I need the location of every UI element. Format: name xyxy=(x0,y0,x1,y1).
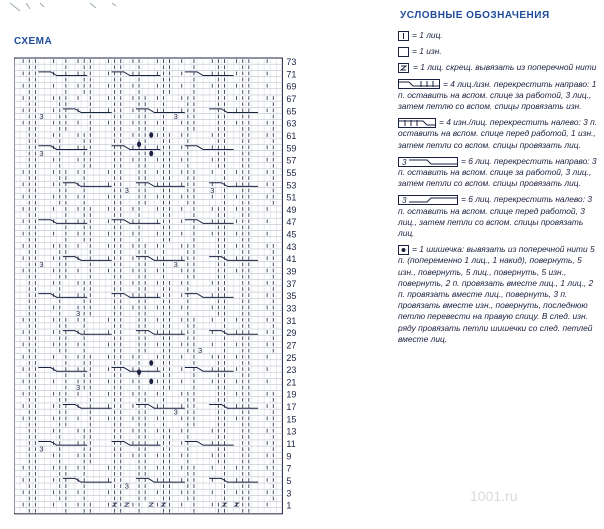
knit-stitch-icon xyxy=(398,31,409,41)
purl-stitch-icon xyxy=(398,47,409,57)
row-number: 51 xyxy=(286,192,297,203)
top-edge-remnant xyxy=(0,0,140,10)
bobble-mark xyxy=(149,151,153,157)
bobble-mark xyxy=(149,360,153,366)
row-number: 29 xyxy=(286,328,297,339)
row-number: 41 xyxy=(286,254,297,265)
cross-left-6-icon xyxy=(398,195,458,205)
bobble-mark xyxy=(137,369,141,375)
cable-number-label: 3 xyxy=(210,185,215,195)
cable-number-label: 3 xyxy=(76,383,81,393)
row-number: 39 xyxy=(286,266,297,277)
row-number: 69 xyxy=(286,81,297,92)
row-number: 37 xyxy=(286,278,297,289)
legend-text: = 6 лиц. перекрестить направо: 3 п. оставить на вспом. спице за работой, 3 лиц., затем петли со вспом. спицы провязать лиц. xyxy=(398,155,597,189)
legend-item-purl xyxy=(398,46,598,57)
row-number: 27 xyxy=(286,340,297,351)
legend-title: УСЛОВНЫЕ ОБОЗНАЧЕНИЯ xyxy=(400,10,550,21)
row-number: 21 xyxy=(286,377,297,388)
cable-number-label: 3 xyxy=(173,259,178,269)
legend-item-cross-left-6 xyxy=(398,194,598,239)
row-number: 33 xyxy=(286,303,297,314)
row-number: 31 xyxy=(286,315,297,326)
row-number: 35 xyxy=(286,291,297,302)
row-number: 67 xyxy=(286,94,297,105)
cross-right-6-icon xyxy=(398,157,458,167)
cable-number-label: 3 xyxy=(124,185,129,195)
legend-text: = 1 лиц. xyxy=(412,30,443,40)
row-number: 49 xyxy=(286,204,297,215)
legend-text: = 1 шишечка: вывязать из поперечной нити 5 п. (попеременно 1 лиц., 1 накид), повернуть, 5 изн., повернуть, 5 лиц., повернуть, 5 изн., повернуть, 2 п. провязать вместе лиц., 1 лиц., 2 п. провязать вместе лиц., повернуть, 3 п. провязать вместе изн., повернуть, последнюю петлю перевести на правую спицу. В след. изн. ряду провязать петли шишечки со след. петлей вместе лиц. xyxy=(398,244,595,344)
row-number: 53 xyxy=(286,180,297,191)
legend-text: = 4 лиц./изн. перекрестить направо: 1 п. оставить на вспом. спице за работой, 3 лиц., затем петлю со вспом. спицы провязать изн. xyxy=(398,78,597,112)
legend-item-knit xyxy=(398,30,598,41)
row-number: 47 xyxy=(286,217,297,228)
cable-number-label: 3 xyxy=(173,112,178,121)
row-number: 25 xyxy=(286,352,297,363)
watermark: 1001.ru xyxy=(470,488,518,504)
cable-number-label: 3 xyxy=(39,148,44,158)
cable-count-label: 3 xyxy=(402,196,407,205)
bobble-mark xyxy=(149,132,153,138)
row-number: 15 xyxy=(286,414,297,425)
row-number: 23 xyxy=(286,365,297,376)
cable-number-label: 3 xyxy=(76,309,81,319)
legend-list xyxy=(398,30,598,350)
knitting-chart xyxy=(14,54,314,516)
cable-count-label: 3 xyxy=(402,157,407,166)
row-number: 73 xyxy=(286,57,297,68)
row-number: 9 xyxy=(286,451,292,462)
legend-item-twisted xyxy=(398,62,598,73)
legend-item-cross-right-6 xyxy=(398,156,598,190)
bobble-mark xyxy=(149,379,153,385)
cable-number-label: 3 xyxy=(39,112,44,121)
row-number: 59 xyxy=(286,143,297,154)
row-number: 7 xyxy=(286,463,292,474)
row-number: 5 xyxy=(286,475,292,486)
twisted-mark xyxy=(125,503,129,506)
row-number: 71 xyxy=(286,69,297,80)
cross-left-4-icon xyxy=(398,118,436,128)
scheme-title: СХЕМА xyxy=(14,36,53,47)
row-number: 1 xyxy=(286,500,292,511)
row-number: 61 xyxy=(286,131,297,142)
row-number: 57 xyxy=(286,155,297,166)
legend-text: = 1 лиц. скрещ. вывязать из поперечной нити xyxy=(413,62,597,73)
twisted-mark xyxy=(149,503,153,506)
twisted-stitch-icon xyxy=(398,63,409,73)
row-number: 17 xyxy=(286,402,297,413)
row-number: 19 xyxy=(286,389,297,400)
legend-text: = 6 лиц. перекрестить налево: 3 п. оставить на вспом. спице перед работой, 3 лиц., затем петли со вспом. спицы провязать лиц. xyxy=(398,194,593,239)
legend-item-bobble xyxy=(398,244,598,345)
legend-item-cross-right-4 xyxy=(398,79,598,113)
row-number: 63 xyxy=(286,118,297,129)
row-number: 3 xyxy=(286,488,292,499)
cable-number-label: 3 xyxy=(198,346,203,356)
legend-text: = 4 изн./лиц. перекрестить налево: 3 п. оставить на вспом. спице перед работой, 1 изн., затем петли со вспом. спицы провязать лиц. xyxy=(398,117,598,150)
row-number: 45 xyxy=(286,229,297,240)
cable-number-label: 3 xyxy=(39,444,44,454)
cable-number-label: 3 xyxy=(39,259,44,269)
bobble-mark xyxy=(137,141,141,147)
legend-text: = 1 изн. xyxy=(412,46,442,57)
row-number: 13 xyxy=(286,426,297,437)
legend-item-cross-left-4 xyxy=(398,117,598,151)
bobble-icon xyxy=(398,245,409,255)
cross-right-4-icon xyxy=(398,79,440,89)
row-number: 43 xyxy=(286,241,297,252)
row-number: 65 xyxy=(286,106,297,117)
cable-number-label: 3 xyxy=(173,407,178,417)
row-number: 55 xyxy=(286,167,297,178)
cable-number-label: 3 xyxy=(124,481,129,491)
row-number: 11 xyxy=(286,439,296,450)
